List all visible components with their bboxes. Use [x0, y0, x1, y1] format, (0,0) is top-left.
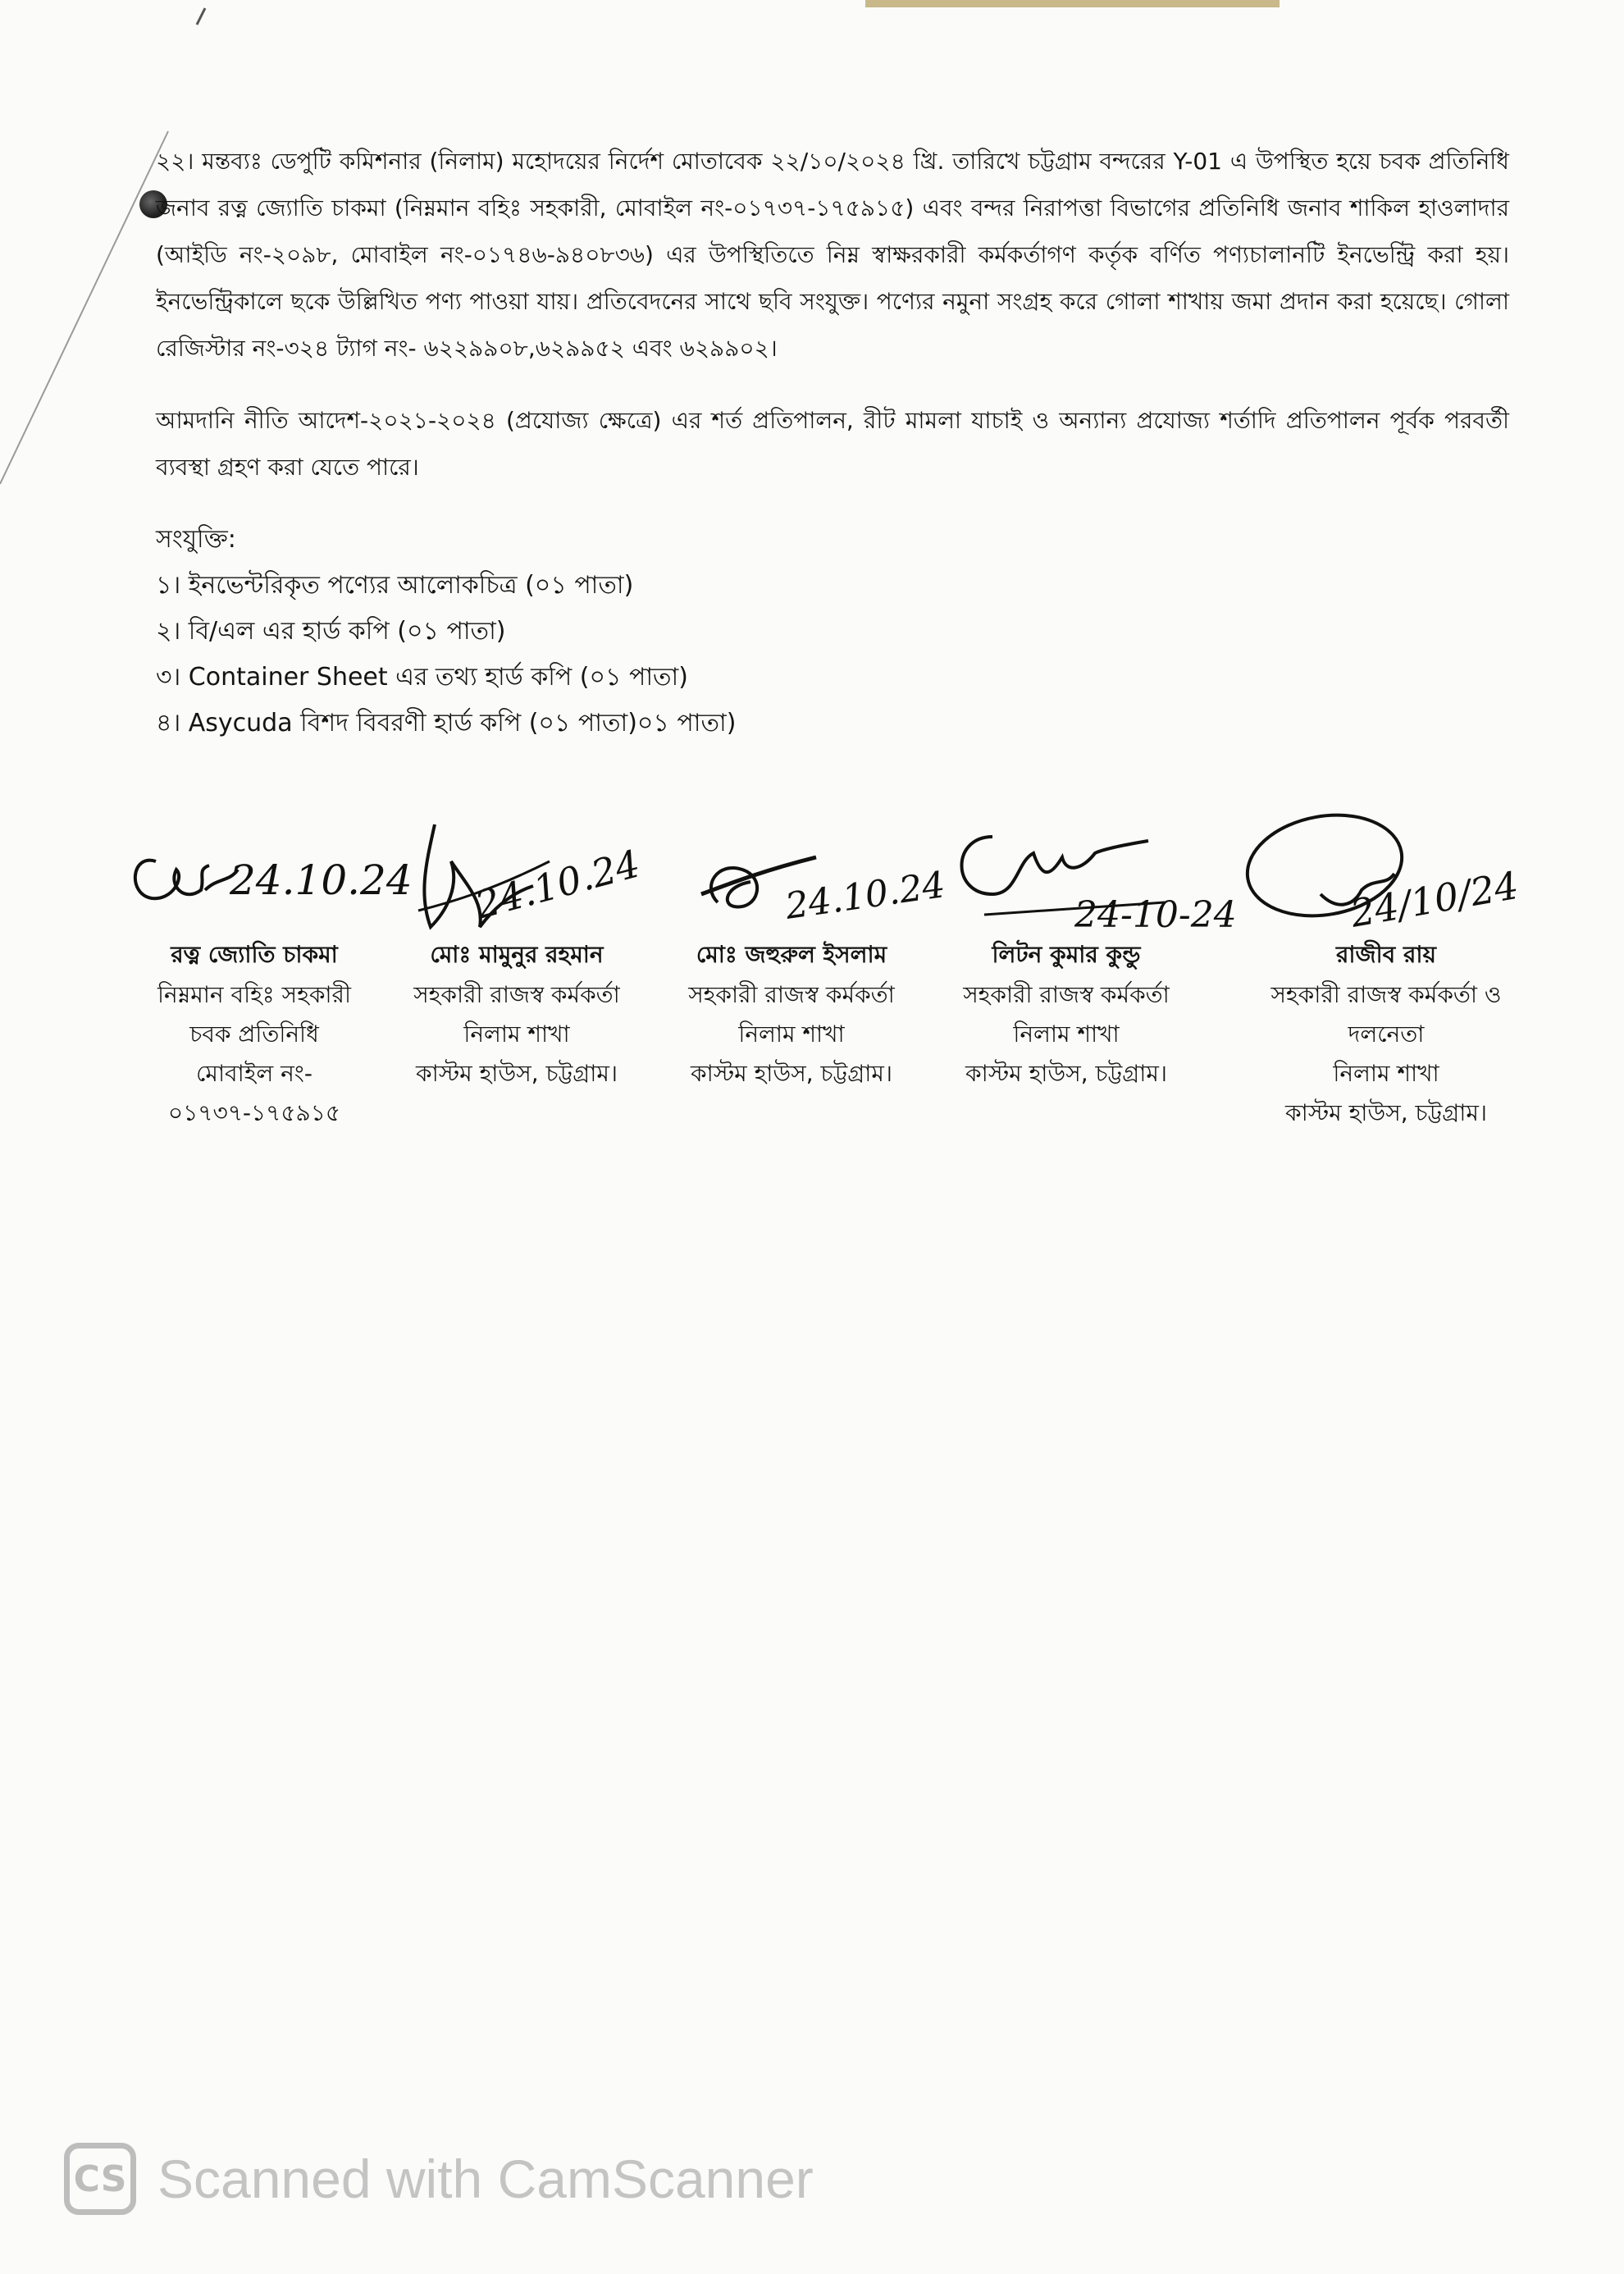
signatory-block: [1230, 812, 1542, 1133]
signatory-block: [369, 812, 664, 1094]
attachment-item: ১। ইনভেন্টরিকৃত পণ্যের আলোকচিত্র (০১ পাতা): [156, 571, 634, 600]
signature-date: 24.10.24: [470, 841, 645, 928]
signatory-name: রাজীব রায়: [1336, 941, 1436, 968]
signatory-designation: কাস্টম হাউস, চট্টগ্রাম।: [965, 1060, 1167, 1087]
attachments-heading: সংযুক্তি:: [156, 525, 236, 554]
signatory-designation: মোবাইল নং-: [196, 1060, 312, 1087]
signatory-designation: কাস্টম হাউস, চট্টগ্রাম।: [416, 1060, 618, 1087]
signature-date: 24.10.24: [782, 864, 948, 928]
signatory-block: [107, 812, 413, 1133]
signatory-designation: নিলাম শাখা: [463, 1021, 570, 1048]
signatory-designation: সহকারী রাজস্ব কর্মকর্তা: [413, 981, 620, 1008]
signatory-designation: সহকারী রাজস্ব কর্মকর্তা: [963, 981, 1170, 1008]
remarks-paragraph: [156, 138, 1509, 372]
signatory-name: লিটন কুমার কুন্ডু: [992, 941, 1141, 968]
camscanner-text: Scanned with CamScanner: [157, 2148, 814, 2209]
signatory-designation: নিলাম শাখা: [1333, 1060, 1439, 1087]
signatory-designation: কাস্টম হাউস, চট্টগ্রাম।: [1285, 1099, 1487, 1126]
signatory-designation: কাস্টম হাউস, চট্টগ্রাম।: [691, 1060, 892, 1087]
camscanner-logo-icon: CS: [64, 2143, 136, 2215]
signatory-name: মোঃ মামুনুর রহমান: [430, 941, 604, 968]
signature-date: 24.10.24: [230, 856, 413, 904]
signatory-block: [644, 812, 948, 1094]
tape-strip: [865, 0, 1280, 7]
attachment-item: ৩। Container Sheet এর তথ্য হার্ড কপি (০১ পাতা): [156, 663, 688, 692]
handwritten-signature: [107, 812, 413, 935]
attachments-section: [156, 517, 736, 747]
signatory-name: রত্ন জ্যোতি চাকমা: [171, 941, 338, 968]
attachment-item: ৪। Asycuda বিশদ বিবরণী হার্ড কপি (০১ পাতা)০১ পাতা): [156, 709, 737, 737]
signature-date: 24/10/24: [1347, 862, 1522, 936]
policy-text: আমদানি নীতি আদেশ-২০২১-২০২৪ (প্রযোজ্য ক্ষেত্রে) এর শর্ত প্রতিপালন, রীট মামলা যাচাই ও অন্যান্য প্রযোজ্য শর্তাদি প্রতিপালন পূর্বক পরবর্তী ব্যবস্থা গ্রহণ করা যেতে পারে।: [156, 407, 1509, 481]
signatory-name: মোঃ জহুরুল ইসলাম: [696, 941, 887, 968]
signatory-designation: দলনেতা: [1348, 1021, 1425, 1048]
camscanner-watermark: [64, 2143, 814, 2215]
handwritten-signature: [369, 812, 664, 935]
signatory-block: [919, 812, 1237, 1094]
signatory-designation: নিম্নমান বহিঃ সহকারী: [157, 981, 351, 1008]
signatory-designation: সহকারী রাজস্ব কর্মকর্তা ও: [1270, 981, 1502, 1008]
signatory-designation: নিলাম শাখা: [1013, 1021, 1120, 1048]
signature-date: 24-10-24: [1074, 894, 1237, 936]
signatory-designation: সহকারী রাজস্ব কর্মকর্তা: [688, 981, 895, 1008]
signatory-designation: চবক প্রতিনিধি: [189, 1021, 319, 1048]
remarks-text: ২২। মন্তব্যঃ ডেপুটি কমিশনার (নিলাম) মহোদয়ের নির্দেশ মোতাবেক ২২/১০/২০২৪ খ্রি. তারিখে চট্টগ্রাম বন্দরের Y-01 এ উপস্থিত হয়ে চবক প্রতিনিধি জনাব রত্ন জ্যোতি চাকমা (নিম্নমান বহিঃ সহকারী, মোবাইল নং-০১৭৩৭-১৭৫৯১৫) এবং বন্দর নিরাপত্তা বিভাগের প্রতিনিধি জনাব শাকিল হাওলাদার (আইডি নং-২০৯৮, মোবাইল নং-০১৭৪৬-৯৪০৮৩৬) এর উপস্থিতিতে নিম্ন স্বাক্ষরকারী কর্মকর্তাগণ কর্তৃক বর্ণিত পণ্যচালানটি ইনভেন্ট্রি করা হয়। ইনভেন্ট্রিকালে ছকে উল্লিখিত পণ্য পাওয়া যায়। প্রতিবেদনের সাথে ছবি সংযুক্ত। পণ্যের নমুনা সংগ্রহ করে গোলা শাখায় জমা প্রদান করা হয়েছে। গোলা রেজিস্টার নং-৩২৪ ট্যাগ নং- ৬২২৯৯০৮,৬২৯৯৫২ এবং ৬২৯৯০২।: [156, 148, 1509, 362]
signatory-designation: নিলাম শাখা: [738, 1021, 845, 1048]
handwritten-signature: [644, 812, 948, 935]
handwritten-signature: [1230, 812, 1542, 935]
policy-paragraph: [156, 397, 1509, 491]
attachment-item: ২। বি/এল এর হার্ড কপি (০১ পাতা): [156, 617, 506, 646]
signatory-designation: ০১৭৩৭-১৭৫৯১৫: [167, 1099, 341, 1126]
handwritten-signature: [919, 812, 1237, 936]
